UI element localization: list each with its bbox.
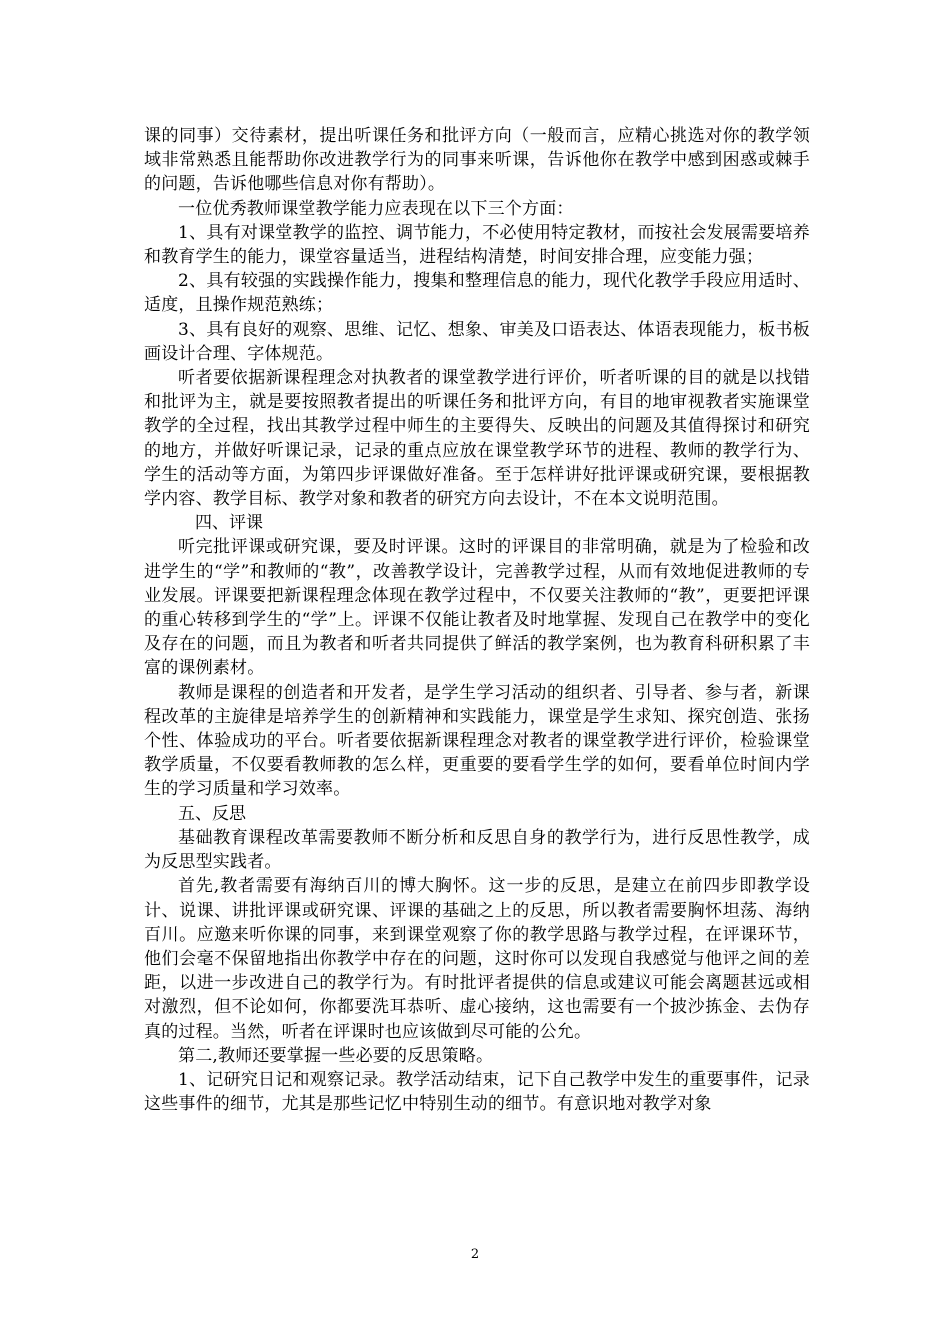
section-heading-4: 四、评课 — [195, 513, 263, 534]
paragraph-ability-2: 2、具有较强的实践操作能力，搜集和整理信息的能力，现代化教学手段应用适时、适度，且操作规范熟练； — [144, 271, 810, 316]
paragraph-continuation: 课的同事）交待素材，提出听课任务和批评方向（一般而言，应精心挑选对你的教学领域非常熟悉且能帮助你改进教学行为的同事来听课，告诉他你在教学中感到困惑或棘手的问题，告诉他哪些信息对你有帮助）。 — [144, 126, 810, 195]
paragraph-lesson-review: 听完批评课或研究课，要及时评课。这时的评课目的非常明确，就是为了检验和改进学生的“学”和教师的“教”，改善教学设计，完善教学过程，从而有效地促进教师的专业发展。评课要把新课程理念体现在教学过程中，不仅要关注教师的“教”，更要把评课的重心转移到学生的“学”上。评课不仅能让教者及时地掌握、发现自己在教学中的变化及存在的问题，而且为教者和听者共同提供了鲜活的教学案例，也为教育科研积累了丰富的课例素材。 — [144, 537, 810, 679]
section-heading-5: 五、反思 — [178, 803, 246, 824]
paragraph-reflection-first: 首先,教者需要有海纳百川的博大胸怀。这一步的反思，是建立在前四步即教学设计、说课、讲批评课或研究课、评课的基础之上的反思，所以教者需要胸怀坦荡、海纳百川。应邀来听你课的同事，来到课堂观察了你的教学思路与教学过程，在评课环节，他们会毫不保留地指出你教学中存在的问题，这时你可以发现自我感觉与他评之间的差距，以进一步改进自己的教学行为。有时批评者提供的信息或建议可能会离题甚远或相对激烈，但不论如何，你都要洗耳恭听、虚心接纳，这也需要有一个披沙拣金、去伪存真的过程。当然，听者在评课时也应该做到尽可能的公允。 — [144, 876, 810, 1042]
paragraph-ability-1: 1、具有对课堂教学的监控、调节能力，不必使用特定教材，而按社会发展需要培养和教育学生的能力，课堂容量适当，进程结构清楚，时间安排合理，应变能力强； — [144, 222, 810, 268]
paragraph-research-diary: 1、记研究日记和观察记录。教学活动结束，记下自己教学中发生的重要事件，记录这些事件的细节，尤其是那些记忆中特别生动的细节。有意识地对教学对象 — [144, 1069, 810, 1115]
paragraph-reflection-second: 第二,教师还要掌握一些必要的反思策略。 — [178, 1045, 494, 1066]
paragraph-reflection-intro: 基础教育课程改革需要教师不断分析和反思自身的教学行为，进行反思性教学，成为反思型实践者。 — [144, 827, 810, 873]
paragraph-ability-3: 3、具有良好的观察、思维、记忆、想象、审美及口语表达、体语表现能力，板书板画设计合理、字体规范。 — [144, 319, 810, 364]
paragraph-teacher-abilities-intro: 一位优秀教师课堂教学能力应表现在以下三个方面： — [178, 198, 574, 219]
paragraph-listener-evaluation: 听者要依据新课程理念对执教者的课堂教学进行评价，听者听课的目的就是以找错和批评为主，就是要按照教者提出的听课任务和批评方向，有目的地审视教者实施课堂教学的全过程，找出其教学过程中师生的主要得失、反映出的问题及其值得探讨和研究的地方，并做好听课记录，记录的重点应放在课堂教学环节的进程、教师的教学行为、学生的活动等方面，为第四步评课做好准备。至于怎样讲好批评课或研究课，要根据教学内容、教学目标、教学对象和教者的研究方向去设计，不在本文说明范围。 — [144, 368, 810, 510]
page-number: 2 — [470, 1247, 480, 1262]
document-body — [144, 124, 810, 1116]
paragraph-teacher-role: 教师是课程的创造者和开发者，是学生学习活动的组织者、引导者、参与者，新课程改革的主旋律是培养学生的创新精神和实践能力，课堂是学生求知、探究创造、张扬个性、体验成功的平台。听者要依据新课程理念对教者的课堂教学进行评价，检验课堂教学质量，不仅要看教师教的怎么样，更重要的要看学生学的如何，要看单位时间内学生的学习质量和学习效率。 — [144, 682, 810, 800]
